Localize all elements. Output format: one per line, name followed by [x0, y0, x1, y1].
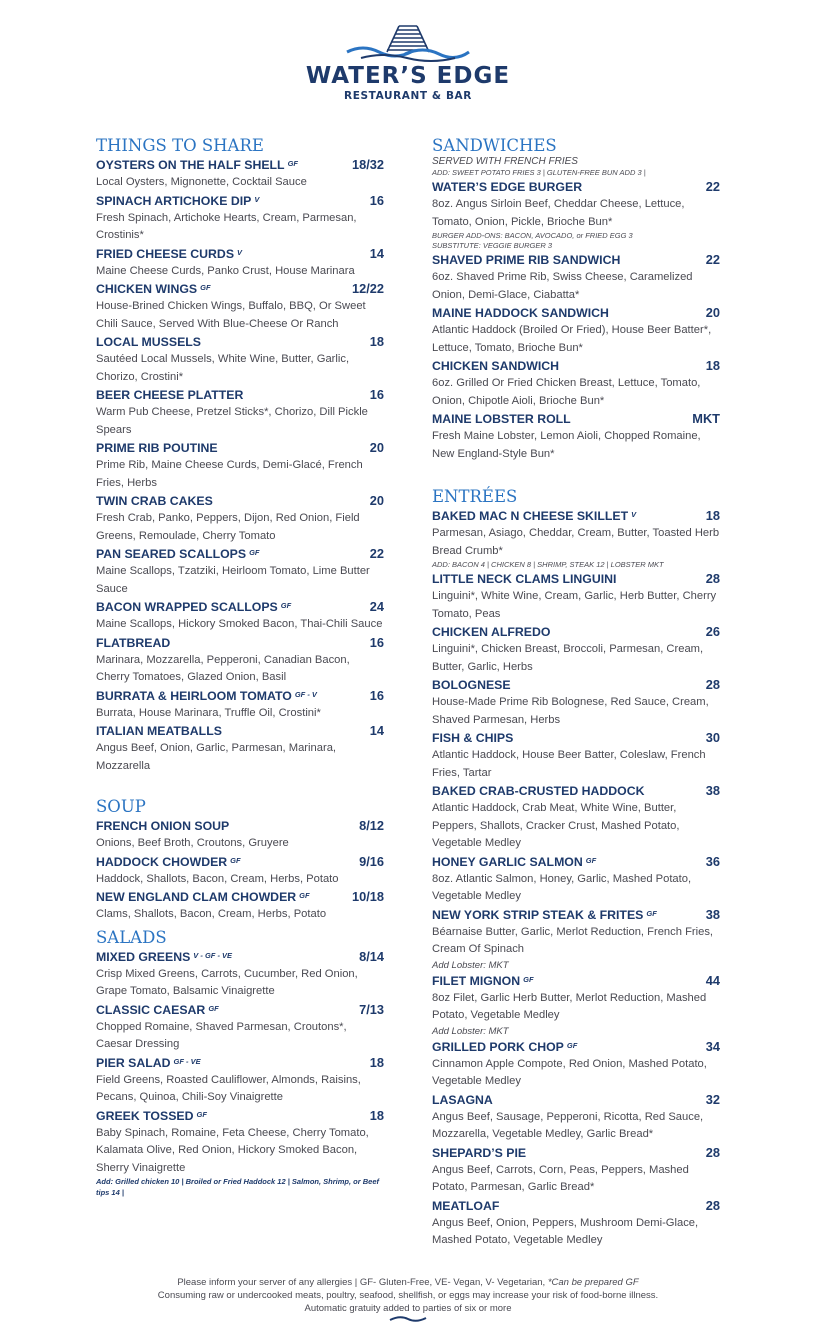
section-title-things-to-share: THINGS TO SHARE — [96, 136, 264, 155]
menu-item — [432, 304, 720, 357]
menu-item-description: Béarnaise Butter, Garlic, Merlot Reduction, French Fries, Cream Of Spinach — [432, 925, 714, 955]
dietary-tag: GF — [585, 855, 597, 865]
right-column — [432, 136, 720, 1250]
menu-item — [96, 948, 384, 1001]
menu-item — [96, 192, 384, 245]
menu-item-price: 16 — [369, 687, 384, 703]
menu-item — [432, 623, 720, 676]
menu-item-header — [432, 729, 720, 747]
menu-item — [96, 1107, 384, 1178]
menu-item-note: BURGER ADD-ONS: BACON, AVOCADO, or FRIED EGG 3 — [432, 231, 633, 240]
menu-item-name: BEER CHEESE PLATTER — [96, 388, 244, 402]
menu-item-price: 12/22 — [351, 281, 384, 296]
menu-item-description: Maine Scallops, Tzatziki, Heirloom Tomato, Lime Butter Sauce — [96, 565, 370, 595]
menu-item-description: Atlantic Haddock, House Beer Batter, Coleslaw, French Fries, Tartar — [432, 749, 706, 779]
menu-item-name: PRIME RIB POUTINE — [96, 441, 218, 455]
menu-item-price: 20 — [705, 305, 720, 320]
menu-item-price: 14 — [369, 723, 384, 738]
dietary-tag: GF — [280, 601, 292, 610]
menu-item-price: 22 — [369, 546, 384, 561]
menu-item-header — [96, 598, 384, 616]
menu-item-title — [432, 251, 620, 269]
menu-item-name: FLATBREAD — [96, 635, 171, 650]
menu-item-header — [96, 817, 384, 835]
menu-item-name: MEATLOAF — [432, 1198, 500, 1213]
menu-item-description: Parmesan, Asiago, Cheddar, Cream, Butter, Toasted Herb Bread Crumb* — [432, 527, 720, 557]
menu-item-name: NEW ENGLAND CLAM CHOWDER — [96, 890, 297, 904]
menu-item-description: 8oz Filet, Garlic Herb Butter, Merlot Reduction, Mashed Potato, Vegetable Medley — [432, 991, 707, 1021]
dietary-tag: V — [254, 194, 260, 204]
menu-item-header — [96, 280, 384, 298]
dietary-tag: GF — [196, 1109, 207, 1119]
menu-item-description: Prime Rib, Maine Cheese Curds, Demi-Glacé, French Fries, Herbs — [96, 459, 363, 489]
menu-item-title — [96, 386, 243, 404]
menu-item-header — [96, 192, 384, 210]
dietary-tag: GF — [230, 855, 241, 865]
menu-item-price: 38 — [705, 906, 720, 922]
menu-item-price: 8/14 — [359, 948, 384, 964]
menu-item-name: HADDOCK CHOWDER — [96, 854, 228, 869]
menu-item-header — [432, 304, 720, 322]
menu-item-description: 8oz. Atlantic Salmon, Honey, Garlic, Mashed Potato, Vegetable Medley — [432, 872, 692, 902]
dietary-tag: GF - V — [294, 689, 317, 699]
menu-item-price: 16 — [369, 387, 384, 402]
menu-item — [96, 817, 384, 853]
menu-item-description: Burrata, House Marinara, Truffle Oil, Crostini* — [96, 706, 321, 719]
menu-item-name: NEW YORK STRIP STEAK & FRITES — [432, 907, 644, 922]
menu-item-description: Marinara, Mozzarella, Pepperoni, Canadian Bacon, Cherry Tomatoes, Glazed Onion, Basil — [96, 653, 350, 683]
menu-item-header — [96, 439, 384, 457]
menu-item-name: FISH & CHIPS — [432, 731, 514, 745]
menu-item-title — [432, 972, 534, 992]
menu-item-price: 32 — [705, 1091, 720, 1107]
menu-item-title — [432, 570, 616, 588]
menu-item — [432, 972, 720, 1038]
menu-item-note: SUBSTITUTE: VEGGIE BURGER 3 — [432, 241, 553, 250]
sandwiches-section — [432, 136, 720, 463]
menu-item-name: PAN SEARED SCALLOPS — [96, 547, 247, 561]
salad-addons-note: Add: Grilled chicken 10 | Broiled or Fried Haddock 12 | Salmon, Shrimp, or Beef tips 14 | — [96, 1177, 380, 1197]
menu-item — [96, 687, 384, 723]
menu-item-header — [432, 251, 720, 269]
gf-note: *Can be prepared GF — [547, 1277, 639, 1288]
menu-item-header — [96, 245, 384, 263]
dietary-tag: GF — [287, 159, 298, 168]
menu-item — [432, 1197, 720, 1250]
dietary-tag: GF - VE — [173, 1056, 201, 1066]
menu-item-title — [432, 1038, 577, 1058]
menu-item-name: LOCAL MUSSELS — [96, 335, 201, 349]
menu-item-header — [432, 1197, 720, 1215]
menu-item-header — [96, 853, 384, 871]
menu-item-name: BURRATA & HEIRLOOM TOMATO — [96, 688, 292, 703]
menu-item-name: FILET MIGNON — [432, 973, 521, 988]
menu-item-header — [432, 906, 720, 924]
menu-item-description: 6oz. Grilled Or Fried Chicken Breast, Lettuce, Tomato, Onion, Chipotle Aioli, Brioche Bun* — [432, 377, 701, 407]
menu-item-description: Angus Beef, Carrots, Corn, Peas, Peppers, Mashed Potato, Parmesan, Garlic Bread* — [432, 1163, 689, 1193]
menu-item-description: Atlantic Haddock, Crab Meat, White Wine, Butter, Peppers, Shallots, Cracker Crust, Mashed Potato, Vegetable Medley — [432, 802, 680, 849]
menu-item-title — [96, 333, 201, 351]
menu-item-name: PIER SALAD — [96, 1055, 171, 1070]
menu-item — [432, 570, 720, 623]
dietary-tag: GF — [208, 1003, 219, 1013]
entrees-section — [432, 487, 720, 1250]
menu-item-price: 18 — [705, 508, 720, 523]
menu-item-addon-note: Add Lobster: MKT — [432, 1025, 509, 1037]
menu-item-title — [96, 948, 232, 968]
menu-item-title — [96, 1107, 207, 1127]
menu-item-title — [432, 507, 636, 527]
menu-item-description: Local Oysters, Mignonette, Cocktail Sauce — [96, 176, 307, 188]
menu-item-header — [432, 410, 720, 428]
menu-item-price: 28 — [705, 677, 720, 692]
dietary-tag: GF — [523, 974, 534, 984]
menu-item — [96, 853, 384, 889]
menu-item-title — [432, 1144, 526, 1162]
dietary-tag: V — [631, 510, 637, 519]
menu-item-title — [96, 817, 229, 835]
menu-item-header — [96, 722, 384, 740]
menu-item — [432, 729, 720, 782]
menu-item-price: 22 — [705, 252, 720, 267]
menu-item-name: MAINE LOBSTER ROLL — [432, 412, 571, 426]
dietary-tag: GF — [249, 548, 260, 557]
menu-item-name: GREEK TOSSED — [96, 1108, 194, 1123]
menu-item-description: House-Made Prime Rib Bolognese, Red Sauce, Cream, Shaved Parmesan, Herbs — [432, 696, 709, 726]
menu-item — [432, 853, 720, 906]
menu-item — [432, 782, 720, 853]
menu-item-description: Onions, Beef Broth, Croutons, Gruyere — [96, 837, 289, 849]
menu-item-title — [432, 676, 511, 694]
soup-section — [96, 797, 384, 924]
menu-item-description: Fresh Spinach, Artichoke Hearts, Cream, Parmesan, Crostinis* — [96, 211, 357, 241]
menu-item-header — [96, 687, 384, 705]
menu-item-title — [96, 888, 310, 908]
restaurant-subtitle: RESTAURANT & BAR — [344, 90, 472, 102]
menu-item-title — [432, 1197, 499, 1215]
menu-item-description: Crisp Mixed Greens, Carrots, Cucumber, Red Onion, Grape Tomato, Balsamic Vinaigrette — [96, 967, 358, 997]
menu-item-header — [96, 492, 384, 510]
menu-item — [96, 439, 384, 492]
menu-item — [432, 410, 720, 463]
menu-footer — [0, 1276, 816, 1323]
menu-item-description: Chopped Romaine, Shaved Parmesan, Croutons*, Caesar Dressing — [96, 1020, 347, 1050]
menu-item-name: LASAGNA — [432, 1092, 493, 1107]
menu-item-header — [96, 1107, 384, 1125]
menu-item-title — [96, 156, 298, 176]
section-title-entrees: ENTRÉES — [432, 487, 518, 506]
menu-item-price: 14 — [369, 245, 384, 261]
menu-item-description: Warm Pub Cheese, Pretzel Sticks*, Chorizo, Dill Pickle Spears — [96, 406, 368, 436]
menu-item-price: 28 — [705, 571, 720, 586]
menu-item — [96, 245, 384, 281]
dietary-tag: GF — [646, 908, 657, 918]
menu-item-addon-note: Add Lobster: MKT — [432, 959, 509, 971]
menu-item-price: 26 — [705, 624, 720, 639]
menu-item-price: 18 — [369, 1107, 384, 1123]
menu-item-header — [96, 1054, 384, 1072]
restaurant-name: WATER’S EDGE — [305, 63, 511, 89]
menu-item-title — [96, 687, 317, 707]
menu-item — [96, 722, 384, 775]
menu-item — [432, 178, 720, 251]
menu-item-description: Atlantic Haddock (Broiled Or Fried), House Beer Batter*, Lettuce, Tomato, Brioche Bun* — [432, 324, 712, 354]
menu-item — [96, 280, 384, 333]
menu-item-title — [96, 280, 211, 300]
menu-item-price: 10/18 — [351, 889, 384, 904]
menu-item — [432, 507, 720, 570]
menu-item — [96, 333, 384, 386]
menu-item-title — [432, 178, 582, 196]
menu-item-title — [432, 410, 571, 428]
menu-item-description: Angus Beef, Sausage, Pepperoni, Ricotta, Red Sauce, Mozzarella, Vegetable Medley, Garlic Bread* — [432, 1110, 704, 1140]
section-title-sandwiches: SANDWICHES — [432, 136, 557, 155]
menu-item-title — [432, 357, 559, 375]
menu-item-name: OYSTERS ON THE HALF SHELL — [96, 158, 285, 172]
menu-item-description: 6oz. Shaved Prime Rib, Swiss Cheese, Caramelized Onion, Demi-Glace, Ciabatta* — [432, 271, 693, 301]
menu-item-name: HONEY GARLIC SALMON — [432, 854, 583, 869]
menu-item-name: CHICKEN SANDWICH — [432, 359, 560, 373]
menu-item-title — [96, 192, 259, 212]
section-title-soup: SOUP — [96, 797, 146, 816]
menu-item-header — [432, 676, 720, 694]
things-to-share-section — [96, 136, 384, 775]
menu-item-name: FRENCH ONION SOUP — [96, 819, 230, 833]
dietary-tag: V — [237, 247, 243, 257]
dietary-tag: GF — [200, 283, 211, 292]
menu-item-title — [432, 729, 513, 747]
menu-item-name: WATER’S EDGE BURGER — [432, 180, 583, 194]
menu-item-price: 7/13 — [359, 1001, 384, 1017]
menu-item — [96, 888, 384, 924]
menu-item-description: Angus Beef, Onion, Peppers, Mushroom Demi-Glace, Mashed Potato, Vegetable Medley — [432, 1216, 699, 1246]
menu-item-price: 16 — [369, 192, 384, 208]
menu-item-name: MAINE HADDOCK SANDWICH — [432, 306, 609, 320]
menu-item-title — [96, 492, 213, 510]
menu-item-description: Linguini*, White Wine, Cream, Garlic, Herb Butter, Cherry Tomato, Peas — [432, 590, 717, 620]
menu-item-description: Field Greens, Roasted Cauliflower, Almonds, Raisins, Pecans, Quinoa, Chili-Soy Vinaigrette — [96, 1073, 361, 1103]
menu-item-title — [432, 906, 657, 926]
menu-item-price: 22 — [705, 179, 720, 194]
menu-item-price: 18/32 — [351, 157, 384, 172]
section-title-salads: SALADS — [96, 927, 167, 947]
menu-item-header — [96, 634, 384, 652]
menu-item-header — [432, 507, 720, 525]
sandwiches-addon-note: ADD: SWEET POTATO FRIES 3 | GLUTEN-FREE BUN ADD 3 | — [432, 168, 646, 177]
menu-item-title — [96, 598, 291, 618]
menu-item-title — [96, 1054, 201, 1074]
menu-item-header — [432, 178, 720, 196]
sandwiches-served-note: SERVED WITH FRENCH FRIES — [432, 156, 578, 167]
menu-item-name: LITTLE NECK CLAMS LINGUINI — [432, 572, 617, 586]
menu-item — [432, 251, 720, 304]
menu-item — [432, 676, 720, 729]
menu-item-header — [96, 888, 384, 906]
menu-item-header — [432, 782, 720, 800]
wave-icon — [388, 1315, 428, 1323]
menu-item-header — [432, 623, 720, 641]
menu-item-title — [96, 722, 222, 740]
menu-item-name: TWIN CRAB CAKES — [96, 494, 213, 508]
menu-item-title — [96, 245, 242, 265]
menu-item-description: Angus Beef, Onion, Garlic, Parmesan, Marinara, Mozzarella — [96, 742, 337, 772]
menu-item-description: House-Brined Chicken Wings, Buffalo, BBQ, Or Sweet Chili Sauce, Served With Blue-Cheese Or Ranch — [96, 300, 366, 330]
menu-item-description: Fresh Crab, Panko, Peppers, Dijon, Red Onion, Field Greens, Remoulade, Cherry Tomato — [96, 512, 360, 542]
consumption-warning: Consuming raw or undercooked meats, poultry, seafood, shellfish, or eggs may increase your risk of food-borne illness. — [157, 1290, 659, 1301]
menu-item-header — [96, 948, 384, 966]
menu-item-price: MKT — [692, 411, 720, 426]
menu-item-description: 8oz. Angus Sirloin Beef, Cheddar Cheese, Lettuce, Tomato, Onion, Pickle, Brioche Bun* — [432, 198, 685, 228]
menu-item-title — [432, 304, 609, 322]
menu-item-description: Maine Cheese Curds, Panko Crust, House Marinara — [96, 264, 355, 277]
menu-item-name: BAKED MAC N CHEESE SKILLET — [432, 509, 629, 523]
menu-item-name: CHICKEN WINGS — [96, 282, 198, 296]
menu-item-price: 20 — [369, 440, 384, 455]
menu-item-name: BAKED CRAB-CRUSTED HADDOCK — [432, 784, 645, 798]
menu-item-description: Clams, Shallots, Bacon, Cream, Herbs, Potato — [96, 908, 327, 920]
menu-item-name: CHICKEN ALFREDO — [432, 625, 551, 639]
menu-item-name: FRIED CHEESE CURDS — [96, 246, 235, 261]
menu-item — [96, 386, 384, 439]
menu-item — [432, 1144, 720, 1197]
menu-item-price: 18 — [369, 1054, 384, 1070]
menu-item-header — [432, 972, 720, 990]
menu-item-title — [96, 853, 241, 873]
menu-item-header — [96, 156, 384, 174]
menu-item-title — [96, 1001, 219, 1021]
menu-item-title — [432, 853, 596, 873]
menu-item-name: BOLOGNESE — [432, 678, 511, 692]
menu-item-header — [432, 357, 720, 375]
menu-item-header — [96, 333, 384, 351]
allergy-notice — [0, 1276, 816, 1289]
menu-item-price: 18 — [705, 358, 720, 373]
menu-item-price: 34 — [705, 1038, 720, 1054]
menu-item-price: 18 — [369, 334, 384, 349]
menu-item-price: 36 — [705, 853, 720, 869]
menu-item-name: ITALIAN MEATBALLS — [96, 724, 222, 738]
menu-item-title — [96, 545, 260, 565]
menu-item-header — [432, 853, 720, 871]
menu-item-price: 38 — [705, 783, 720, 798]
left-column — [96, 136, 384, 1198]
menu-item-price: 24 — [369, 599, 384, 614]
menu-item-description: Baby Spinach, Romaine, Feta Cheese, Cherry Tomato, Kalamata Olive, Red Onion, Hickory Smoked Bacon, Sherry Vinaigrette — [96, 1126, 369, 1174]
menu-item-description: Cinnamon Apple Compote, Red Onion, Mashed Potato, Vegetable Medley — [432, 1057, 707, 1087]
menu-item — [432, 1038, 720, 1091]
menu-item — [432, 1091, 720, 1144]
dietary-tag: V - GF - VE — [193, 950, 233, 960]
allergy-notice-text: Please inform your server of any allergies | GF- Gluten-Free, VE- Vegan, V- Vegetarian, — [177, 1277, 548, 1288]
menu-item-header — [432, 570, 720, 588]
menu-item-name: GRILLED PORK CHOP — [432, 1039, 564, 1054]
menu-item-name: CLASSIC CAESAR — [96, 1002, 206, 1017]
menu-item-description: Fresh Maine Lobster, Lemon Aioli, Chopped Romaine, New England-Style Bun* — [432, 430, 701, 460]
menu-item — [96, 1054, 384, 1107]
menu-item-price: 8/12 — [359, 818, 384, 833]
pier-icon — [343, 24, 473, 62]
menu-item — [96, 492, 384, 545]
menu-item — [96, 156, 384, 192]
restaurant-logo — [0, 24, 816, 102]
gratuity-notice: Automatic gratuity added to parties of six or more — [304, 1303, 512, 1314]
menu-item — [96, 634, 384, 687]
menu-item-name: MIXED GREENS — [96, 949, 191, 964]
menu-item-price: 28 — [705, 1197, 720, 1213]
menu-item-price: 16 — [369, 634, 384, 650]
menu-item-name: SHAVED PRIME RIB SANDWICH — [432, 253, 621, 267]
salads-section — [96, 928, 384, 1199]
menu-item-header — [96, 386, 384, 404]
menu-item-title — [96, 634, 170, 652]
menu-item-name: SHEPARD’S PIE — [432, 1145, 527, 1160]
menu-item — [432, 906, 720, 972]
menu-item-title — [432, 782, 644, 800]
menu-item-header — [96, 545, 384, 563]
menu-item-name: BACON WRAPPED SCALLOPS — [96, 600, 278, 614]
menu-item-price: 44 — [705, 972, 720, 988]
menu-item — [96, 598, 384, 634]
menu-item-header — [432, 1038, 720, 1056]
menu-item-price: 28 — [705, 1144, 720, 1160]
menu-item-title — [432, 623, 550, 641]
dietary-tag: GF — [299, 891, 310, 900]
menu-item-description: Linguini*, Chicken Breast, Broccoli, Parmesan, Cream, Butter, Garlic, Herbs — [432, 643, 704, 673]
menu-item-title — [432, 1091, 493, 1109]
menu-item-description: Sautéed Local Mussels, White Wine, Butter, Garlic, Chorizo, Crostini* — [96, 353, 350, 383]
menu-item-header — [432, 1144, 720, 1162]
dietary-tag: GF — [566, 1040, 578, 1050]
menu-item-header — [96, 1001, 384, 1019]
menu-item — [432, 357, 720, 410]
menu-item-price: 20 — [369, 493, 384, 508]
menu-item-description: Maine Scallops, Hickory Smoked Bacon, Thai-Chili Sauce — [96, 618, 383, 630]
menu-item-note: ADD: BACON 4 | CHICKEN 8 | SHRIMP, STEAK 12 | LOBSTER MKT — [432, 560, 664, 569]
menu-item — [96, 545, 384, 598]
menu-item-header — [432, 1091, 720, 1109]
menu-item-name: SPINACH ARTICHOKE DIP — [96, 193, 252, 208]
menu-item — [96, 1001, 384, 1054]
menu-item-description: Haddock, Shallots, Bacon, Cream, Herbs, Potato — [96, 872, 339, 885]
menu-item-price: 30 — [705, 730, 720, 745]
menu-item-title — [96, 439, 218, 457]
menu-item-price: 9/16 — [359, 853, 384, 869]
